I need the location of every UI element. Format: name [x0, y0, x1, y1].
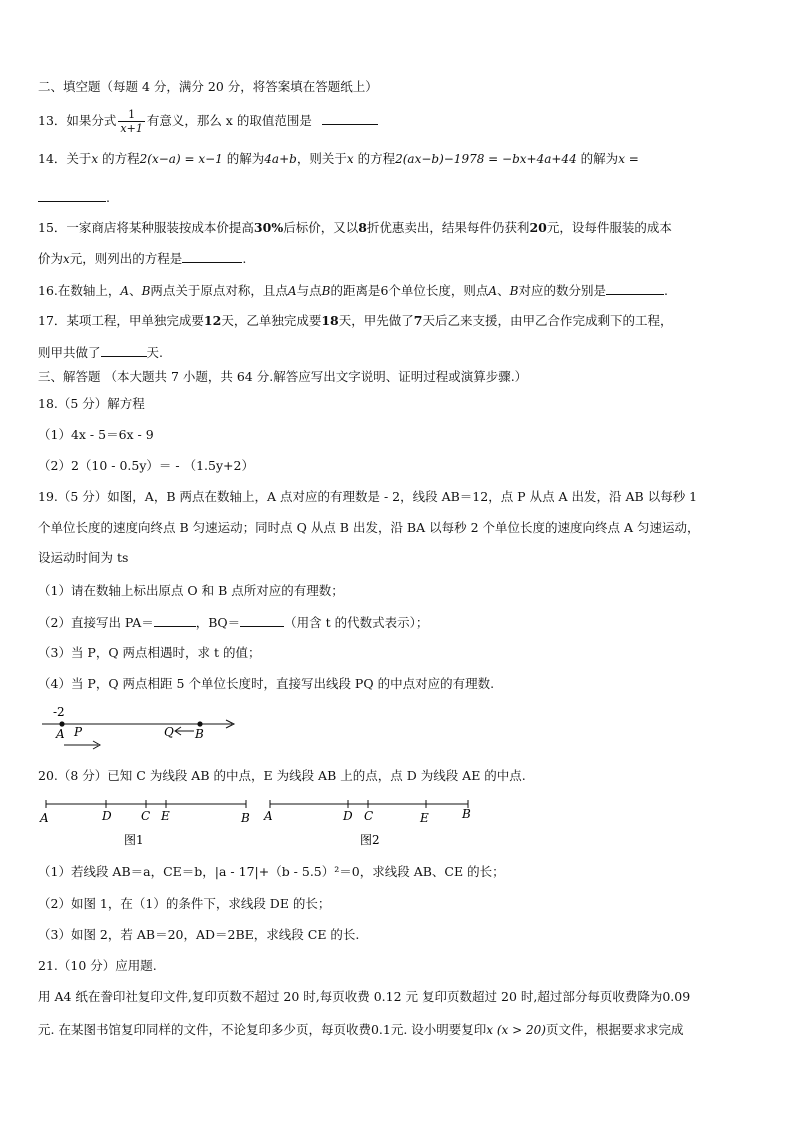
q17-text-f: 天.: [146, 345, 163, 360]
q14-var-x: x: [91, 152, 99, 166]
q21-text-b: 元 复印页数超过 20 时,超过部分每页收费降为: [405, 989, 663, 1004]
question-17-line-1: [38, 313, 672, 329]
q13-fraction: [118, 108, 144, 135]
fig1-label-b: B: [241, 811, 250, 825]
q15-profit: 20: [529, 220, 547, 235]
q19-pa-blank: [154, 614, 196, 627]
q15-end: .: [242, 251, 247, 266]
q21-text-c: 元. 在某图书馆复印同样的文件，不论复印多少页，每页收费: [38, 1022, 371, 1037]
q14-end: .: [106, 190, 110, 205]
q21-text-d: 元. 设小明要复印: [390, 1022, 487, 1037]
q19-line-2: 个单位长度的速度向终点 B 匀速运动；同时点 Q 从点 B 出发，沿 BA 以每秒 2 个单位长度的速度向终点 A 匀速运动，: [38, 520, 700, 535]
q19-part-1: （1）请在数轴上标出原点 O 和 B 点所对应的有理数；: [38, 583, 344, 598]
q16-point-b-2: B: [321, 284, 331, 298]
label-p: P: [74, 725, 83, 739]
q15-var-x: x: [63, 252, 70, 266]
q16-point-a-2: A: [287, 284, 297, 298]
question-18-title: 18.（5 分）解方程: [38, 396, 145, 411]
q16-sep: 、: [129, 283, 142, 298]
q21-condition: x (x > 20): [486, 1023, 546, 1037]
q18-part-2: （2）2（10 - 0.5y）＝ - （1.5y+2）: [38, 458, 254, 473]
question-14: [38, 151, 639, 167]
q14-text-f: 的解为: [576, 151, 619, 166]
q15-answer-blank: [182, 250, 242, 263]
question-16: [38, 282, 668, 299]
q15-text-e: 价为: [38, 251, 64, 266]
q15-text-b: 后标价，又以: [283, 220, 359, 235]
question-15-line-1: [38, 220, 672, 236]
fig1-label-a: A: [40, 811, 49, 825]
q21-line-1: [38, 989, 690, 1005]
q15-text-c: 折优惠卖出，结果每件仍获利: [366, 220, 530, 235]
q15-text-a: 15．一家商店将某种服装按成本价提高: [38, 220, 254, 235]
q16-distance: 6: [380, 283, 389, 298]
q17-text-b: 天，乙单独完成要: [221, 313, 322, 328]
q19-number-line-figure: [36, 700, 256, 752]
question-17-line-2: [38, 344, 163, 361]
q16-answer-blank: [606, 282, 664, 295]
q14-solution-1: 4a+b: [264, 152, 297, 166]
label-neg-2: -2: [53, 705, 65, 719]
q14-text-b: 的方程: [98, 151, 140, 166]
fig1-label-d: D: [102, 809, 112, 823]
question-15-line-2: [38, 250, 246, 267]
q16-text-d: 的距离是: [330, 283, 381, 298]
q16-point-a-3: A: [488, 284, 498, 298]
q20-part-3: （3）如图 2，若 AB＝20，AD＝2BE，求线段 CE 的长.: [38, 927, 360, 942]
q20-figure-1: [36, 796, 260, 852]
q17-text-a: 17．某项工程，甲单独完成要: [38, 313, 204, 328]
q14-answer-blank: [38, 189, 106, 202]
label-b: B: [195, 727, 204, 741]
q16-end: .: [663, 283, 668, 298]
q20-part-2: （2）如图 1，在（1）的条件下，求线段 DE 的长；: [38, 896, 331, 911]
q16-text-f: 对应的数分别是: [518, 283, 606, 298]
q14-answer-line: [38, 189, 110, 206]
fig2-label-e: E: [420, 811, 429, 825]
q19-part-2: [38, 614, 428, 631]
q21-title: 21.（10 分）应用题.: [38, 958, 157, 973]
q21-price-3: 0.1: [370, 1022, 391, 1037]
q20-part-1: （1）若线段 AB＝a，CE＝b，|a - 17|+（b - 5.5）²＝0，求线段 AB、CE 的长；: [38, 864, 505, 879]
q19-part-2-text-b: ，BQ＝: [195, 615, 241, 630]
q19-part-2-text-c: （用含 t 的代数式表示）；: [284, 615, 429, 630]
q13-answer-blank: [322, 112, 378, 125]
section-2-title: 二、填空题（每题 4 分，满分 20 分，将答案填在答题纸上）: [38, 79, 378, 94]
q15-discount: 8: [358, 220, 367, 235]
fig2-caption: 图2: [360, 833, 380, 847]
q17-text-d: 天后乙来支援，由甲乙合作完成剩下的工程，: [422, 313, 673, 328]
q14-var-x-2: x: [346, 152, 354, 166]
q16-text-e: 个单位长度，则点: [388, 283, 489, 298]
point-a-dot: [59, 721, 64, 726]
q15-text-f: 元，则列出的方程是: [69, 251, 183, 266]
q19-part-2-text-a: （2）直接写出 PA＝: [38, 615, 154, 630]
point-b-dot: [197, 721, 202, 726]
q14-text-a: 14．关于: [38, 151, 92, 166]
q14-text-c: 的解为: [222, 151, 265, 166]
q14-text-d: ，则关于: [296, 151, 347, 166]
q21-text-e: 页文件，根据要求求完成: [545, 1022, 684, 1037]
q14-var-x-3: x =: [618, 152, 639, 166]
q15-percent: 30%: [253, 220, 284, 235]
q17-days-3: 7: [413, 313, 423, 328]
q20-title: 20.（8 分）已知 C 为线段 AB 的中点，E 为线段 AB 上的点，点 D 为线段 AE 的中点.: [38, 768, 526, 783]
q16-text-c: 与点: [296, 283, 322, 298]
fig2-label-c: C: [364, 809, 374, 823]
q14-equation-2: 2(ax−b)−1978 = −bx+4a+44: [395, 152, 577, 166]
section-3-title: 三、解答题 （本大题共 7 小题，共 64 分.解答应写出文字说明、证明过程或演算步骤.）: [38, 369, 528, 384]
q21-price-2: 0.09: [662, 989, 691, 1004]
fig1-label-c: C: [141, 809, 151, 823]
q17-text-c: 天，甲先做了: [338, 313, 414, 328]
question-13: [38, 108, 378, 135]
q21-line-2: [38, 1022, 683, 1038]
q18-part-1: （1）4x - 5＝6x - 9: [38, 427, 154, 442]
q17-text-e: 则甲共做了: [38, 345, 101, 360]
q15-text-d: 元，设每件服装的成本: [546, 220, 672, 235]
q16-point-b-3: B: [509, 284, 519, 298]
q14-equation-1: 2(x−a) = x−1: [139, 152, 223, 166]
q13-prefix: 13．如果分式: [38, 113, 117, 128]
label-a: A: [56, 727, 65, 741]
q16-point-b: B: [141, 284, 151, 298]
q19-part-4: （4）当 P，Q 两点相距 5 个单位长度时，直接写出线段 PQ 的中点对应的有理数.: [38, 676, 495, 691]
q17-days-2: 18: [321, 313, 339, 328]
fig1-caption: 图1: [124, 833, 144, 847]
q21-text-a: 用 A4 纸在誊印社复印文件,复印页数不超过 20 时,每页收费: [38, 989, 370, 1004]
q19-line-1: 19.（5 分）如图，A，B 两点在数轴上，A 点对应的有理数是 - 2，线段 AB＝12，点 P 从点 A 出发，沿 AB 以每秒 1: [38, 489, 698, 504]
fig2-label-a: A: [264, 809, 273, 823]
q16-text-a: 16.在数轴上，: [38, 283, 121, 298]
q21-price-1: 0.12: [373, 989, 402, 1004]
q19-line-3: 设运动时间为 ts: [38, 550, 129, 565]
q16-sep-2: 、: [497, 283, 510, 298]
fig2-label-b: B: [462, 807, 471, 821]
q13-denominator: x+1: [120, 122, 143, 135]
q13-numerator: 1: [118, 108, 144, 122]
q17-answer-blank: [101, 344, 147, 357]
q19-bq-blank: [240, 614, 284, 627]
label-q: Q: [164, 725, 174, 739]
q13-text: 有意义，那么 x 的取值范围是: [146, 113, 312, 128]
q14-text-e: 的方程: [353, 151, 396, 166]
q20-figure-2: [262, 796, 484, 852]
q16-point-a: A: [120, 284, 130, 298]
q19-part-3: （3）当 P，Q 两点相遇时，求 t 的值；: [38, 645, 261, 660]
fig2-label-d: D: [343, 809, 353, 823]
fig1-label-e: E: [161, 809, 170, 823]
q17-days-1: 12: [203, 313, 222, 328]
q16-text-b: 两点关于原点对称，且点: [150, 283, 288, 298]
